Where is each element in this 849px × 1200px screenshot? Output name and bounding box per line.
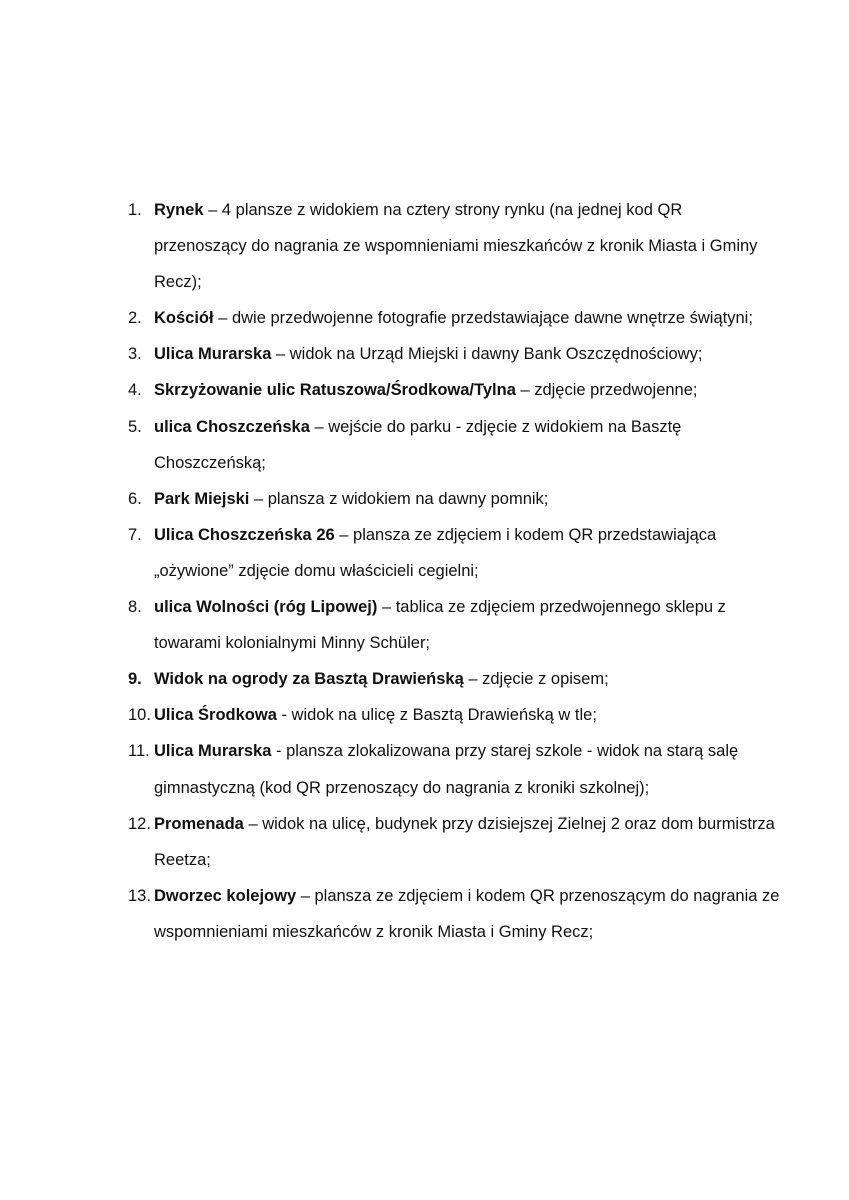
item-text (154, 192, 774, 300)
item-description: – plansza ze zdjęciem i kodem QR przedstawiająca „ożywione” zdjęcie domu właścicieli cegielni; (154, 525, 717, 580)
list-item (128, 409, 828, 481)
item-title: Dworzec kolejowy (154, 886, 297, 905)
item-number: 2. (128, 309, 142, 328)
item-description: – zdjęcie z opisem; (463, 670, 609, 689)
list-item (128, 300, 828, 336)
item-description: – dwie przedwojenne fotografie przedstawiające dawne wnętrze świątyni; (213, 309, 753, 328)
item-text (154, 878, 794, 950)
item-description: – wejście do parku - zdjęcie z widokiem na Basztę Choszczeńską; (154, 417, 682, 472)
item-title: ulica Choszczeńska (154, 417, 310, 436)
item-number: 9. (128, 670, 142, 689)
item-number: 12. (128, 814, 151, 833)
list-item (128, 517, 828, 589)
list-item (128, 878, 828, 950)
item-title: Ulica Murarska (154, 742, 272, 761)
item-number: 10. (128, 706, 151, 725)
list-item (128, 192, 828, 300)
locations-list (128, 192, 828, 950)
item-description: – plansza z widokiem na dawny pomnik; (249, 489, 549, 508)
item-title: Ulica Środkowa (154, 706, 277, 725)
item-number: 8. (128, 598, 142, 617)
item-number: 3. (128, 345, 142, 364)
item-text (154, 409, 744, 481)
list-item (128, 733, 828, 805)
list-item (128, 806, 828, 878)
item-title: Widok na ogrody za Basztą Drawieńską (154, 670, 464, 689)
item-title: Skrzyżowanie ulic Ratuszowa/Środkowa/Tylna (154, 381, 516, 400)
item-title: Kościół (154, 309, 214, 328)
item-description: - plansza zlokalizowana przy starej szkole - widok na starą salę gimnastyczną (kod QR przenoszący do nagrania z kroniki szkolnej); (154, 742, 739, 797)
item-number: 1. (128, 201, 142, 219)
item-number: 13. (128, 886, 151, 905)
item-description: – widok na Urząd Miejski i dawny Bank Oszczędnościowy; (271, 345, 703, 364)
item-description: – 4 plansze z widokiem na cztery strony rynku (na jednej kod QR przenoszący do nagrania ze wspomnieniami mieszkańców z kronik Miasta i Gminy Recz); (154, 201, 758, 292)
item-text (154, 589, 794, 661)
item-description: – zdjęcie przedwojenne; (515, 381, 698, 400)
item-text (154, 697, 828, 733)
item-number: 4. (128, 381, 142, 400)
item-title: Park Miejski (154, 489, 250, 508)
item-number: 6. (128, 489, 142, 508)
item-number: 11. (128, 742, 150, 761)
item-title: Rynek (154, 201, 204, 219)
item-text (154, 481, 828, 517)
item-number: 5. (128, 417, 142, 436)
item-description: – tablica ze zdjęciem przedwojennego sklepu z towarami kolonialnymi Minny Schüler; (154, 598, 726, 653)
item-text (154, 661, 828, 697)
list-item (128, 661, 828, 697)
item-description: – widok na ulicę, budynek przy dzisiejszej Zielnej 2 oraz dom burmistrza Reetza; (154, 814, 775, 869)
item-text (154, 336, 828, 372)
item-title: Promenada (154, 814, 244, 833)
list-item (128, 697, 828, 733)
item-text (154, 806, 794, 878)
item-text (154, 733, 834, 805)
item-title: ulica Wolności (róg Lipowej) (154, 598, 378, 617)
list-item (128, 481, 828, 517)
item-text (154, 517, 784, 589)
item-description: - widok na ulicę z Basztą Drawieńską w tle; (276, 706, 597, 725)
list-item (128, 336, 828, 372)
item-title: Ulica Choszczeńska 26 (154, 525, 335, 544)
item-text (154, 372, 828, 408)
item-text (154, 300, 804, 336)
list-item (128, 589, 828, 661)
item-title: Ulica Murarska (154, 345, 272, 364)
item-number: 7. (128, 525, 142, 544)
item-description: – plansza ze zdjęciem i kodem QR przenoszącym do nagrania ze wspomnieniami mieszkańców z kronik Miasta i Gminy Recz; (154, 886, 780, 941)
list-item (128, 372, 828, 408)
